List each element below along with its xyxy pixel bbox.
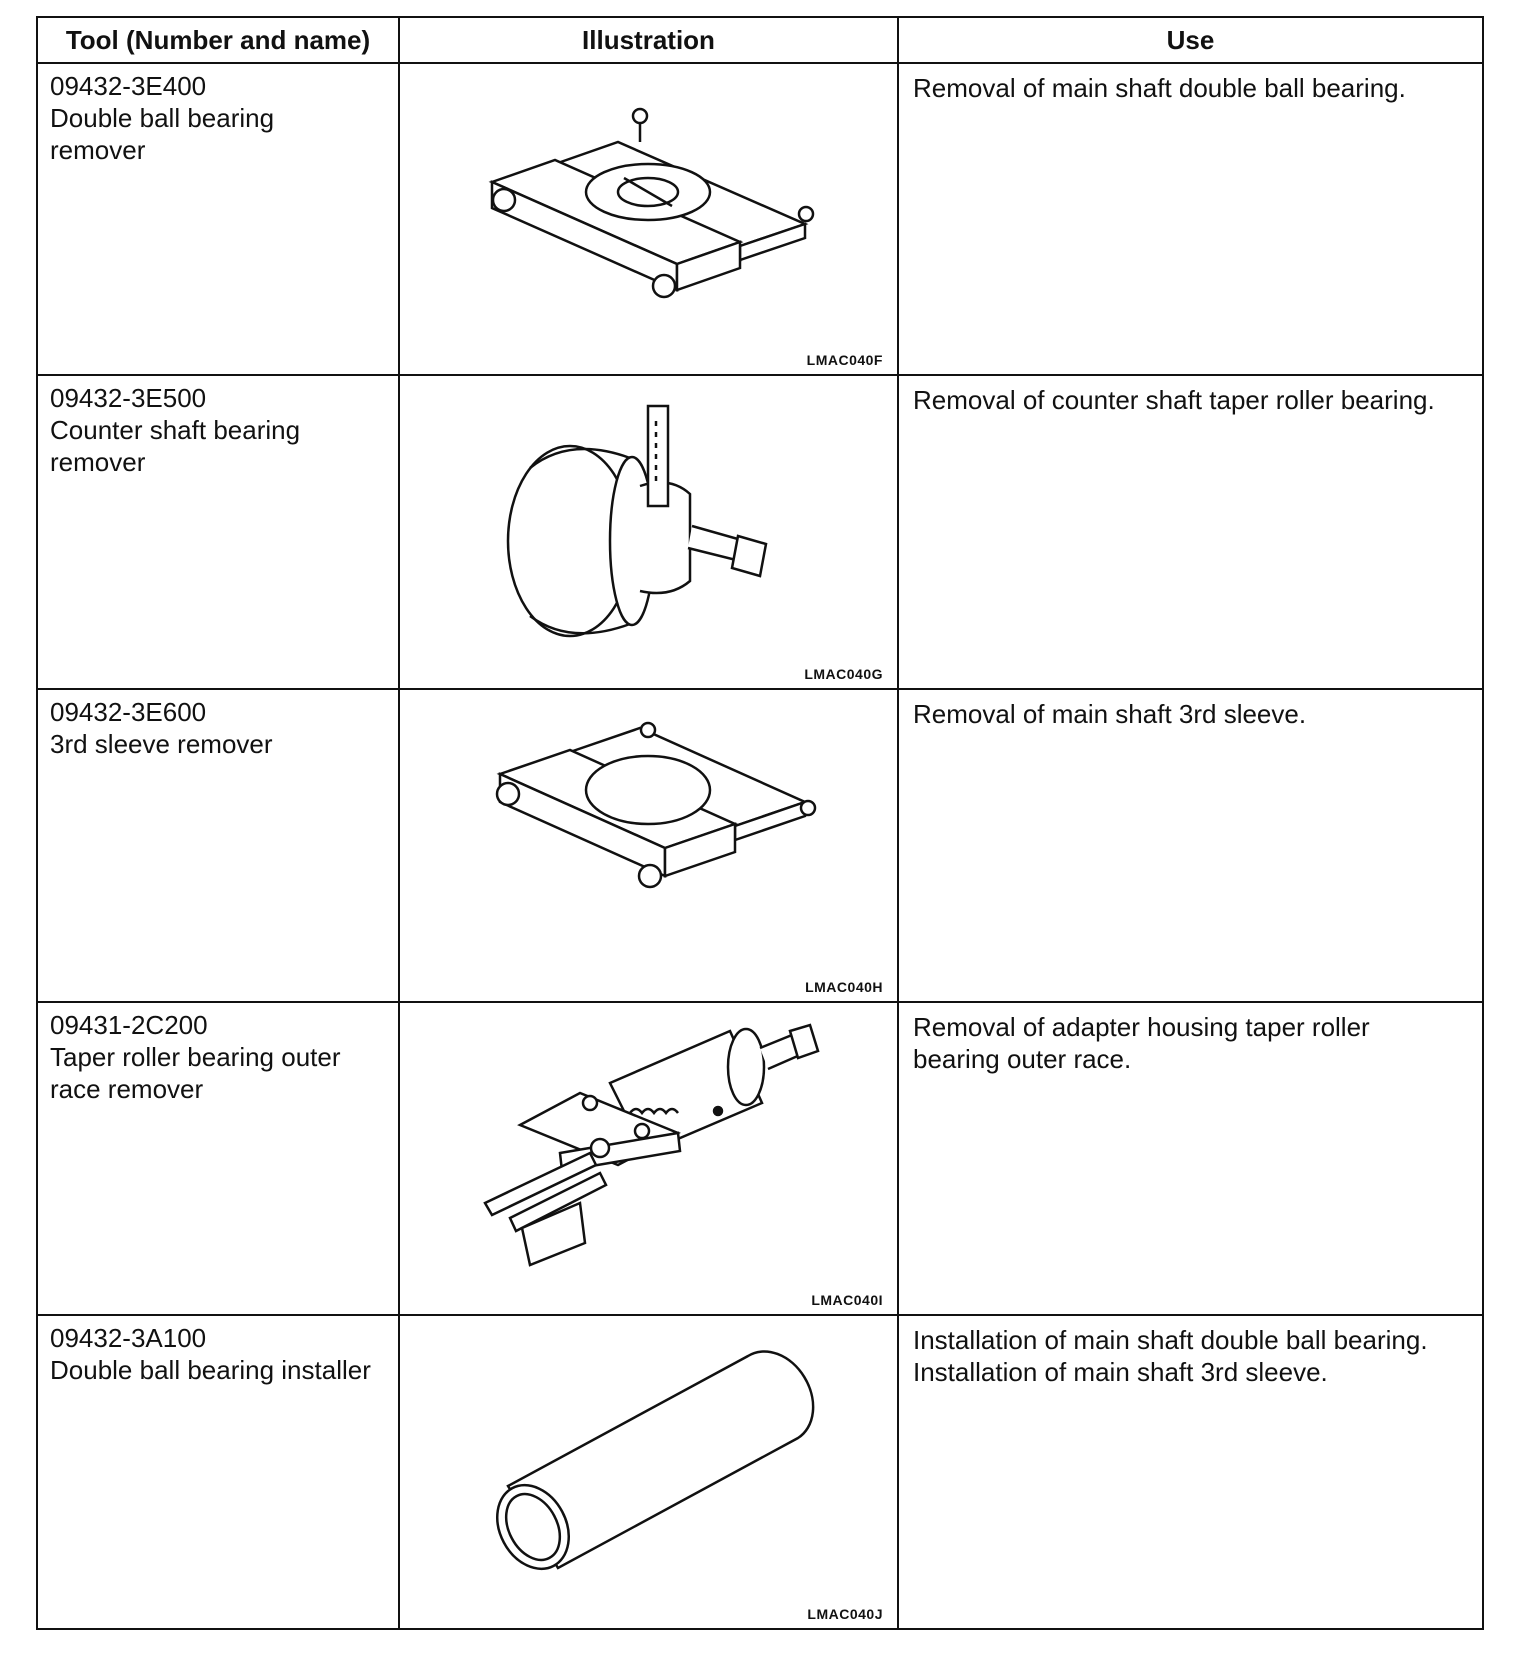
header-illustration: Illustration (582, 24, 715, 55)
tool-name-line: remover (50, 447, 146, 477)
tool-number: 09432-3A100 (50, 1323, 207, 1353)
sleeve-remover-plate-icon (400, 690, 897, 1001)
table-row-use (899, 64, 1482, 374)
tool-name-line: Double ball bearing installer (50, 1355, 371, 1385)
table-row-tool (38, 376, 398, 688)
header-tool: Tool (Number and name) (65, 24, 371, 55)
use-text: Installation of main shaft double ball bearing. (913, 1325, 1428, 1355)
header-use: Use (1166, 24, 1215, 55)
table-row-tool (38, 64, 398, 374)
table-row-illustration (400, 1003, 897, 1314)
use-text: Removal of counter shaft taper roller bearing. (913, 385, 1435, 415)
tube-installer-icon (400, 1316, 897, 1628)
table-row-tool (38, 690, 398, 1001)
tool-name-line: Taper roller bearing outer (50, 1042, 341, 1072)
use-text: Removal of adapter housing taper roller (913, 1012, 1370, 1042)
table-row-tool (38, 1003, 398, 1314)
tool-name-line: race remover (50, 1074, 204, 1104)
tool-name-line: 3rd sleeve remover (50, 729, 273, 759)
tool-number: 09432-3E400 (50, 71, 207, 101)
outer-race-puller-icon (400, 1003, 897, 1314)
table-row-illustration (400, 376, 897, 688)
counter-shaft-bearing-remover-icon (400, 376, 897, 688)
use-text: Removal of main shaft 3rd sleeve. (913, 699, 1307, 729)
tool-name-line: remover (50, 135, 146, 165)
table-row-use (899, 690, 1482, 1001)
tool-number: 09432-3E500 (50, 383, 207, 413)
figure-code: LMAC040H (805, 979, 883, 995)
use-text: bearing outer race. (913, 1044, 1132, 1074)
figure-code: LMAC040G (804, 666, 883, 682)
tool-number: 09431-2C200 (50, 1010, 208, 1040)
table-row-illustration (400, 64, 897, 374)
figure-code: LMAC040J (807, 1606, 883, 1622)
split-plate-bearing-remover-icon (400, 64, 897, 374)
figure-code: LMAC040I (811, 1292, 883, 1308)
use-text: Removal of main shaft double ball bearing. (913, 73, 1406, 103)
use-text: Installation of main shaft 3rd sleeve. (913, 1357, 1328, 1387)
table-row-use (899, 1316, 1482, 1628)
table-row-illustration (400, 1316, 897, 1628)
table-row-illustration (400, 690, 897, 1001)
tool-number: 09432-3E600 (50, 697, 207, 727)
table-row-use (899, 376, 1482, 688)
tool-name-line: Double ball bearing (50, 103, 275, 133)
tool-name-line: Counter shaft bearing (50, 415, 301, 445)
table-row-tool (38, 1316, 398, 1628)
figure-code: LMAC040F (806, 352, 883, 368)
special-tools-table (36, 16, 1484, 1630)
table-row-use (899, 1003, 1482, 1314)
